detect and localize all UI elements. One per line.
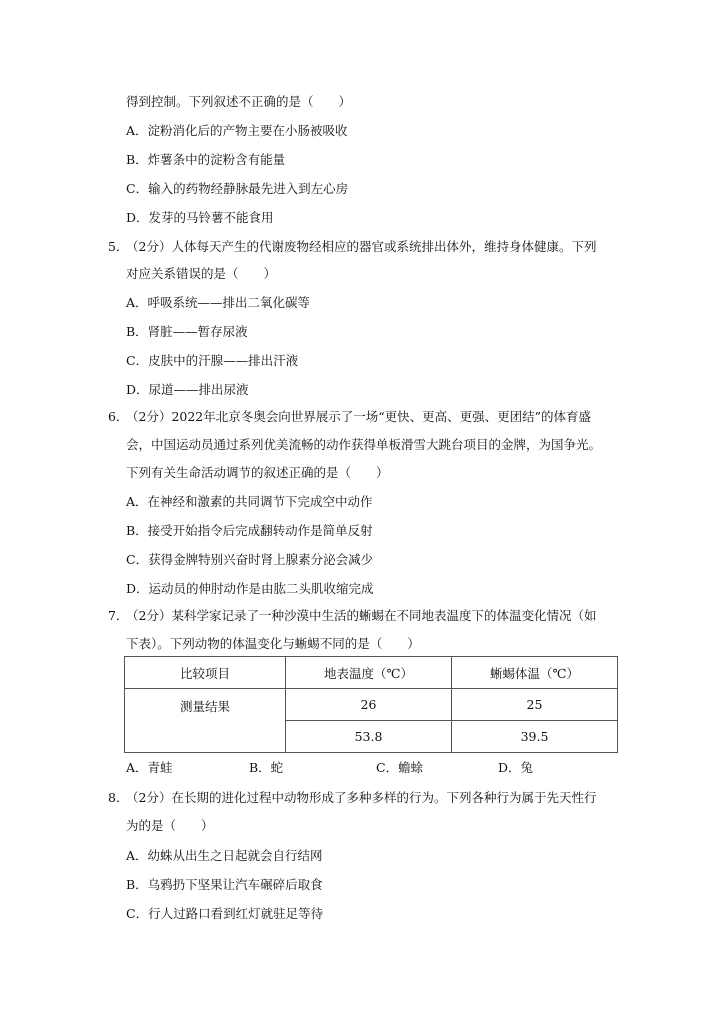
- q4-stem-tail: 得到控制。下列叙述不正确的是（ ）: [126, 94, 352, 109]
- q6-number: 6．: [108, 409, 129, 424]
- q8-stem-line1: （2分）在长期的进化过程中动物形成了多种多样的行为。下列各种行为属于先天性行: [126, 790, 597, 805]
- q5-stem-line2: 对应关系错误的是（ ）: [126, 266, 277, 281]
- q7-option-d: D．兔: [498, 760, 534, 775]
- q8-option-b: B．乌鸦扔下坚果让汽车碾碎后取食: [126, 877, 323, 892]
- q5-number: 5．: [108, 239, 129, 254]
- table-cell: 39.5: [452, 721, 618, 753]
- q6-option-b: B．接受开始指令后完成翻转动作是简单反射: [126, 523, 373, 538]
- q8-number: 8．: [108, 790, 129, 805]
- q8-option-c: C．行人过路口看到红灯就驻足等待: [126, 906, 324, 921]
- q6-option-a: A．在神经和激素的共同调节下完成空中动作: [126, 494, 373, 509]
- q4-option-d: D．发芽的马铃薯不能食用: [126, 210, 274, 225]
- q5-option-c: C．皮肤中的汗腺——排出汗液: [126, 353, 299, 368]
- table-row: [125, 689, 618, 721]
- table-cell: 53.8: [286, 721, 452, 753]
- q4-option-a: A．淀粉消化后的产物主要在小肠被吸收: [126, 123, 348, 138]
- q5-option-a: A．呼吸系统——排出二氧化碳等: [126, 295, 311, 310]
- q4-option-b: B．炸薯条中的淀粉含有能量: [126, 152, 286, 167]
- q7-option-b: B．蛇: [249, 760, 284, 775]
- q7-number: 7．: [108, 608, 129, 623]
- q8-option-a: A．幼蛛从出生之日起就会自行结网: [126, 848, 323, 863]
- q8-stem-line2: 为的是（ ）: [126, 818, 214, 833]
- q5-option-b: B．肾脏——暂存尿液: [126, 324, 248, 339]
- q5-option-d: D．尿道——排出尿液: [126, 382, 249, 397]
- table-header-cell: 比较项目: [125, 657, 286, 689]
- table-header-cell: 地表温度（℃）: [286, 657, 452, 689]
- q6-option-c: C．获得金牌特别兴奋时肾上腺素分泌会减少: [126, 552, 374, 567]
- q7-option-c: C．蟾蜍: [376, 760, 424, 775]
- table-header-row: [125, 657, 618, 689]
- temperature-table: [124, 656, 618, 753]
- table-cell: 26: [286, 689, 452, 721]
- q6-stem-line3: 下列有关生命活动调节的叙述正确的是（ ）: [126, 465, 389, 480]
- q4-option-c: C．输入的药物经静脉最先进入到左心房: [126, 181, 349, 196]
- q5-stem-line1: （2分）人体每天产生的代谢废物经相应的器官或系统排出体外，维持身体健康。下列: [126, 239, 597, 254]
- table-header-cell: 蜥蜴体温（℃）: [452, 657, 618, 689]
- q7-stem-line1: （2分）某科学家记录了一种沙漠中生活的蜥蜴在不同地表温度下的体温变化情况（如: [126, 608, 597, 623]
- q7-option-a: A．青蛙: [126, 760, 173, 775]
- q6-stem-line2: 会，中国运动员通过系列优美流畅的动作获得单板滑雪大跳台项目的金牌，为国争光。: [126, 437, 602, 452]
- table-cell: 25: [452, 689, 618, 721]
- q7-stem-line2: 下表）。下列动物的体温变化与蜥蜴不同的是（ ）: [126, 636, 420, 651]
- q6-stem-line1: （2分）2022年北京冬奥会向世界展示了一场“更快、更高、更强、更团结”的体育盛: [126, 409, 592, 424]
- table-row-label: 测量结果: [125, 689, 286, 753]
- q6-option-d: D．运动员的伸肘动作是由肱二头肌收缩完成: [126, 581, 374, 596]
